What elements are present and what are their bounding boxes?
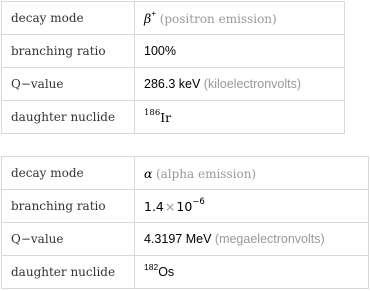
q-value-cell (135, 68, 345, 101)
decay-symbol: α (144, 165, 153, 181)
row-label-branching-ratio: branching ratio (2, 35, 135, 68)
decay-table-positron (1, 1, 345, 134)
q-value-unit-note: (megaelectronvolts) (214, 232, 325, 246)
element-symbol: Os (158, 265, 175, 279)
decay-table-alpha (1, 156, 369, 289)
row-label-decay-mode: decay mode (2, 157, 135, 190)
row-label-q-value: Q−value (2, 68, 135, 101)
times-sign: × (164, 198, 176, 214)
decay-symbol: β (144, 10, 152, 26)
table-row (2, 157, 369, 190)
element-symbol: Ir (160, 109, 172, 125)
table-row (2, 2, 345, 35)
mass-number: 182 (144, 261, 159, 272)
branching-ratio-value (135, 190, 369, 223)
daughter-nuclide-value (135, 101, 345, 134)
q-value-number: 4.3197 (144, 232, 183, 246)
decay-mode-note: (alpha emission) (155, 166, 257, 181)
branching-mantissa: 1.4 (144, 198, 164, 214)
table-row (2, 68, 345, 101)
row-label-daughter-nuclide: daughter nuclide (2, 256, 135, 289)
q-value-unit-note: (kiloelectronvolts) (203, 77, 302, 91)
row-label-branching-ratio: branching ratio (2, 190, 135, 223)
table-row (2, 35, 345, 68)
q-value-cell (135, 223, 369, 256)
branching-base: 10 (176, 198, 193, 214)
branching-exponent: −6 (192, 197, 205, 208)
decay-mode-value (135, 157, 369, 190)
decay-mode-note: (positron emission) (159, 11, 277, 26)
q-value-unit: MeV (185, 232, 212, 246)
row-label-q-value: Q−value (2, 223, 135, 256)
table-row (2, 256, 369, 289)
table-row (2, 190, 369, 223)
daughter-nuclide-value (135, 256, 369, 289)
table-row (2, 223, 369, 256)
decay-mode-value (135, 2, 345, 35)
table-row (2, 101, 345, 134)
branching-ratio-value: 100% (135, 35, 345, 68)
q-value-number: 286.3 (144, 77, 176, 91)
q-value-unit: keV (178, 77, 201, 91)
row-label-decay-mode: decay mode (2, 2, 135, 35)
decay-symbol-sup: + (151, 8, 157, 19)
row-label-daughter-nuclide: daughter nuclide (2, 101, 135, 134)
mass-number: 186 (144, 108, 161, 119)
